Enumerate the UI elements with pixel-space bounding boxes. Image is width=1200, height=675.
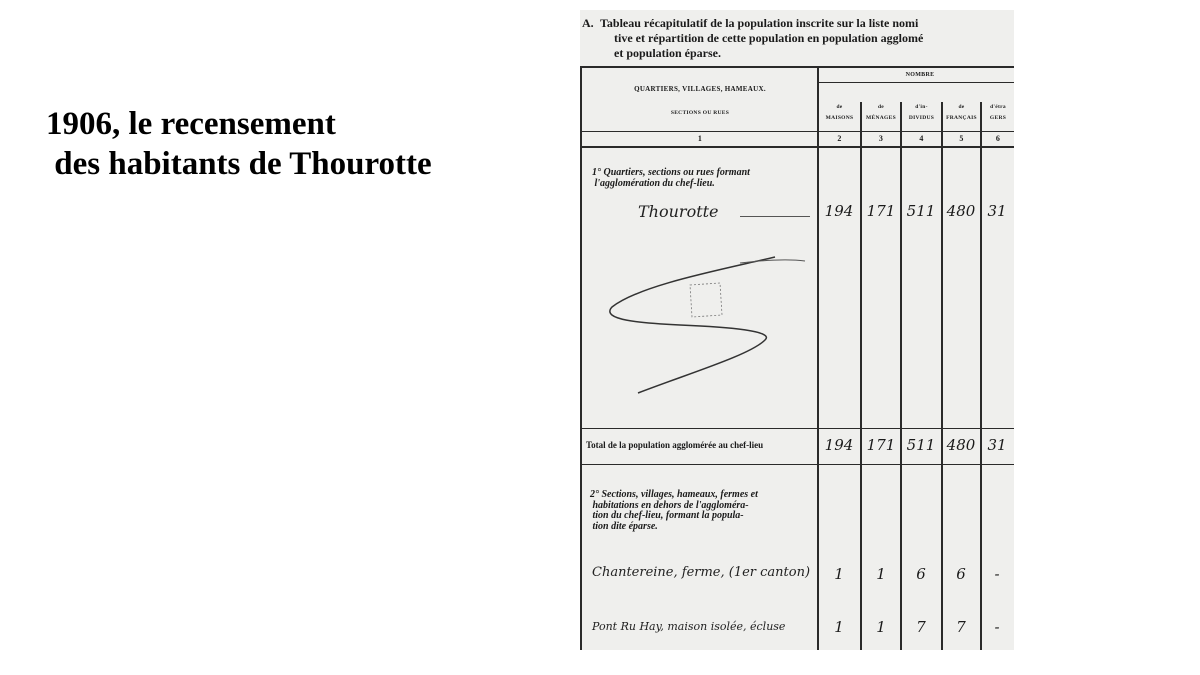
total-top-rule [582,428,1014,429]
total-maisons: 194 [824,436,854,454]
row-pont-etrangers: - [994,618,1000,636]
numbers-top-rule [582,131,1014,132]
col-header-menages: de MÉNAGES [866,104,896,121]
row-chantereine-name: Chantereine, ferme, (1er canton) [592,565,811,580]
col1-header-sub: SECTIONS OU RUES [670,110,730,116]
row-thourotte-name: Thourotte [638,202,719,221]
col-number-5: 5 [959,134,964,143]
group-header: NOMBRE [905,72,935,78]
total-francais: 480 [946,436,976,454]
col-number-2: 2 [837,134,842,143]
header-bottom-rule [582,146,1014,148]
row-chantereine-etrangers: - [994,565,1000,583]
heading-line-3: et population éparse. [614,46,722,60]
col-header-maisons: de MAISONS [825,104,854,121]
row-chantereine-francais: 6 [956,565,966,583]
row-chantereine-menages: 1 [876,565,886,583]
census-document-scan [580,10,1014,650]
heading-letter: A. [582,16,594,30]
table-top-rule [580,66,1014,68]
row-thourotte-individus: 511 [906,202,936,220]
row-pont-maisons: 1 [834,618,844,636]
slide-title: 1906, le recensement des habitants de Thourotte [46,106,432,182]
row-pont-francais: 7 [956,618,966,636]
section1-label: 1° Quartiers, sections ou rues formant l'agglomération du chef-lieu. [592,167,750,189]
col-number-4: 4 [919,134,924,143]
col2-right-rule [860,102,862,650]
col4-right-rule [941,102,943,650]
col3-right-rule [900,102,902,650]
row-thourotte-francais: 480 [946,202,976,220]
col-number-3: 3 [878,134,884,143]
row-thourotte-menages: 171 [866,202,896,220]
heading-line-1: Tableau récapitulatif de la population inscrite sur la liste nomi [600,16,919,30]
row-pont-name: Pont Ru Hay, maison isolée, écluse [592,620,786,633]
handwritten-scribble [600,245,820,405]
row-chantereine-maisons: 1 [834,565,844,583]
total-etrangers: 31 [987,436,1007,454]
row-thourotte-etrangers: 31 [987,202,1007,220]
total-bottom-rule [582,464,1014,465]
col1-header-title: QUARTIERS, VILLAGES, HAMEAUX. [634,85,766,93]
row-pont-individus: 7 [916,618,926,636]
total-individus: 511 [906,436,936,454]
section2-label: 2° Sections, villages, hameaux, fermes et habitations en dehors de l'aggloméra- tion du chef-lieu, formant la popula- tion dite éparse. [590,489,758,532]
row-chantereine-individus: 6 [916,565,926,583]
col-header-etrangers: d'étra GERS [989,104,1007,121]
heading-line-2: tive et répartition de cette population en population agglomé [614,31,924,45]
table-left-rule [580,66,582,650]
col-header-francais: de FRANÇAIS [946,104,977,121]
col-header-individus: d'in- DIVIDUS [908,104,935,121]
total-menages: 171 [866,436,896,454]
row-thourotte-dash [740,216,810,217]
total-label: Total de la population agglomérée au chef-lieu [586,440,764,450]
row-pont-menages: 1 [876,618,886,636]
col-number-6: 6 [995,134,1001,143]
col1-number: 1 [697,134,703,143]
nombre-rule [819,82,1014,83]
row-thourotte-maisons: 194 [824,202,854,220]
